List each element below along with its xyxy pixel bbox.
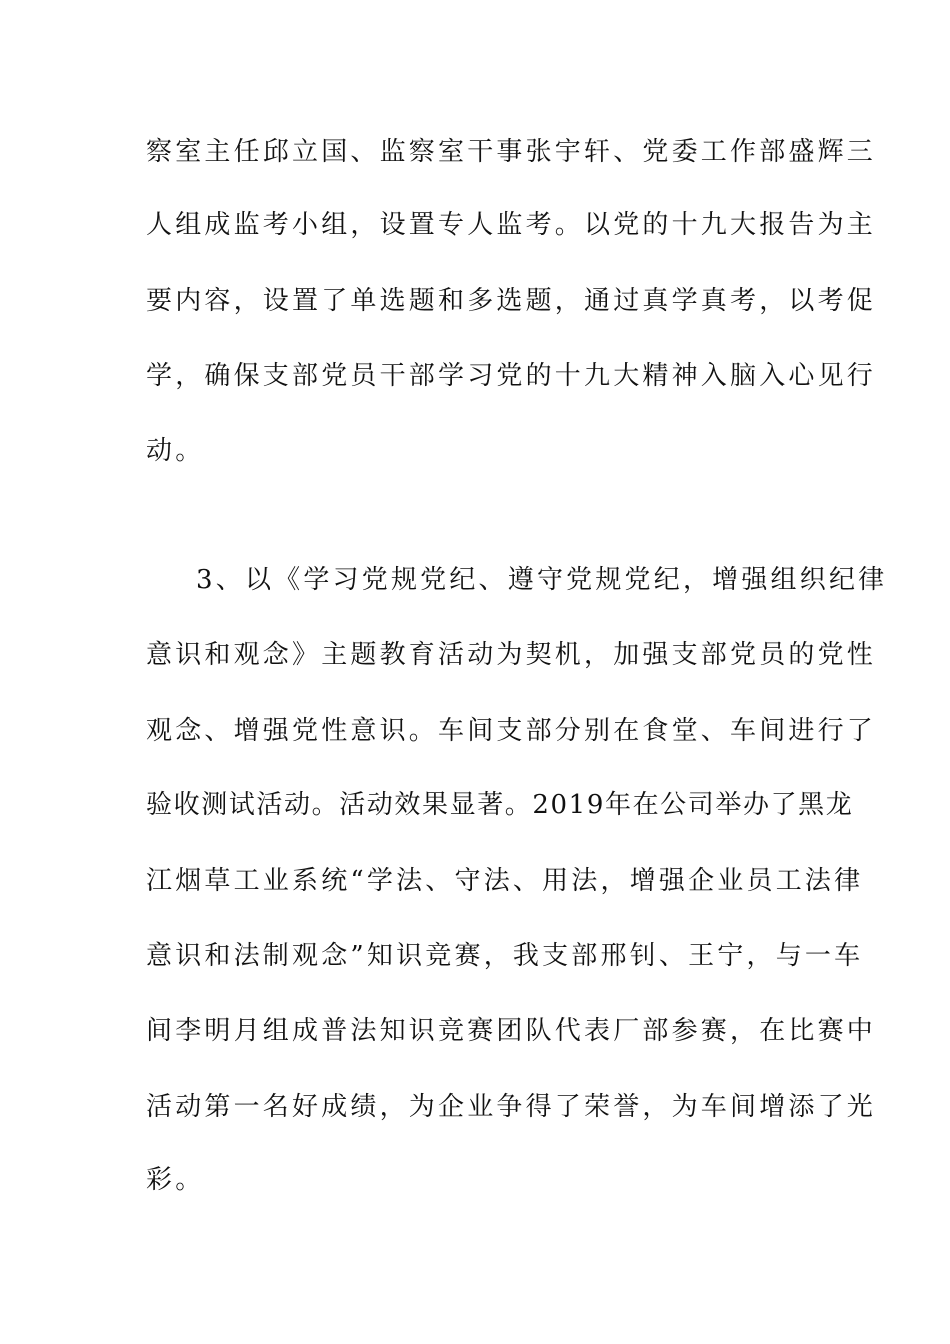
- paragraph-2-line-6: 意识和法制观念”知识竞赛，我支部邢钊、王宁，与一车: [146, 941, 864, 971]
- paragraph-2-line-2: 意识和观念》主题教育活动为契机，加强支部党员的党性: [146, 640, 877, 670]
- paragraph-1-line-3: 要内容，设置了单选题和多选题，通过真学真考，以考促: [146, 286, 877, 316]
- paragraph-1-line-5: 动。: [146, 436, 205, 466]
- paragraph-2-line-9: 彩。: [146, 1165, 205, 1195]
- paragraph-2-line-4: 验收测试活动。活动效果显著。2019年在公司举办了黑龙: [146, 790, 854, 820]
- paragraph-2-line-7: 间李明月组成普法知识竞赛团队代表厂部参赛，在比赛中: [146, 1016, 877, 1046]
- paragraph-1-line-2: 人组成监考小组，设置专人监考。以党的十九大报告为主: [146, 210, 877, 240]
- paragraph-1-line-1: 察室主任邱立国、监察室干事张宇轩、党委工作部盛辉三: [146, 137, 877, 167]
- paragraph-2-line-8: 活动第一名好成绩，为企业争得了荣誉，为车间增添了光: [146, 1092, 877, 1122]
- paragraph-2-line-1: 3、以《学习党规党纪、遵守党规党纪，增强组织纪律: [196, 565, 888, 595]
- paragraph-2-line-5: 江烟草工业系统“学法、守法、用法，增强企业员工法律: [146, 866, 864, 896]
- paragraph-1-line-4: 学，确保支部党员干部学习党的十九大精神入脑入心见行: [146, 361, 877, 391]
- paragraph-2-line-3: 观念、增强党性意识。车间支部分别在食堂、车间进行了: [146, 716, 877, 746]
